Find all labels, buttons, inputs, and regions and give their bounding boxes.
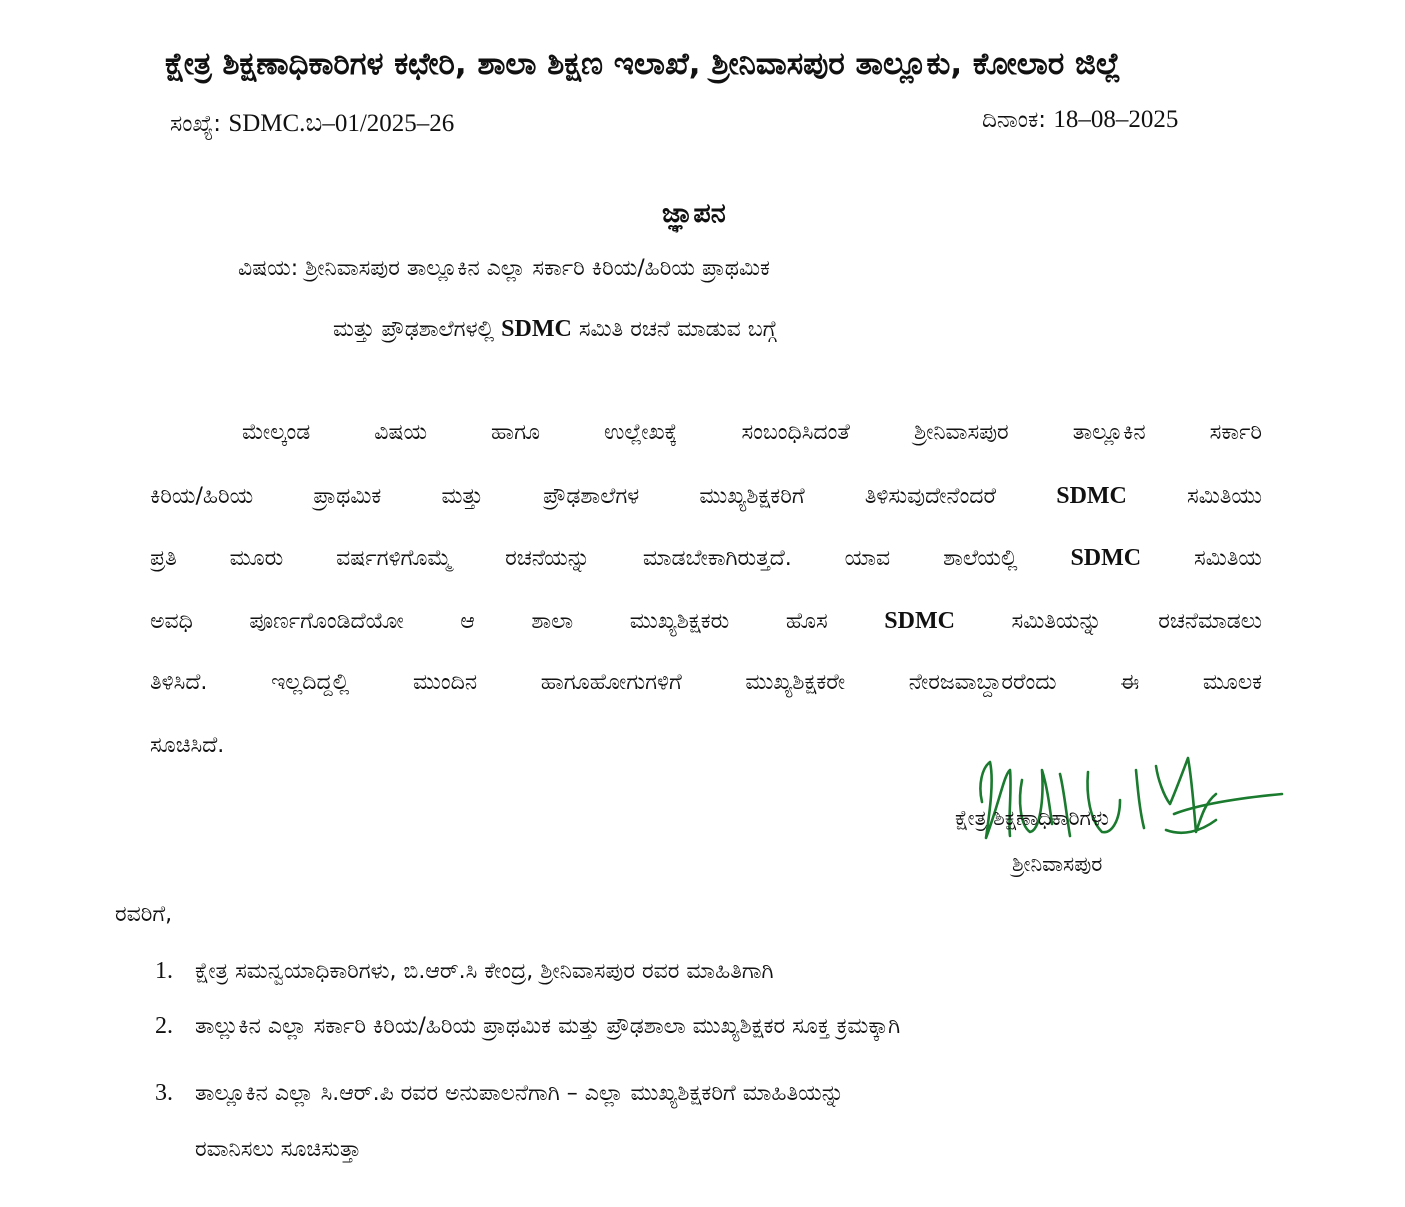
recipients-label: ರವರಿಗೆ,	[115, 902, 173, 927]
reference-number	[170, 110, 454, 138]
recipient-text: ತಾಲ್ಲೂಕಿನ ಎಲ್ಲಾ ಸಿ.ಆರ್.ಪಿ ರವರ ಅನುಪಾಲನೆಗಾಗಿ – ಎಲ್ಲಾ ಮುಖ್ಯಶಿಕ್ಷಕರಿಗೆ ಮಾಹಿತಿಯನ್ನು	[195, 1081, 844, 1106]
body-sdmc: SDMC	[884, 607, 955, 634]
subject-line-1: ವಿಷಯ: ಶ್ರೀನಿವಾಸಪುರ ತಾಲ್ಲೂಕಿನ ಎಲ್ಲಾ ಸರ್ಕಾರಿ ಕಿರಿಯ/ಹಿರಿಯ ಪ್ರಾಥಮಿಕ	[238, 256, 770, 281]
recipient-item	[155, 958, 774, 985]
recipient-text: ತಾಲ್ಲುಕಿನ ಎಲ್ಲಾ ಸರ್ಕಾರಿ ಕಿರಿಯ/ಹಿರಿಯ ಪ್ರಾಥಮಿಕ ಮತ್ತು ಪ್ರೌಢಶಾಲಾ ಮುಖ್ಯಶಿಕ್ಷಕರ ಸೂಕ್ತ ಕ್ರಮಕ್ಕಾಗಿ	[195, 1014, 901, 1039]
subject-text-a: ಮತ್ತು ಪ್ರೌಢಶಾಲೆಗಳಲ್ಲಿ	[333, 317, 502, 342]
recipient-item	[155, 1013, 900, 1040]
recipient-number: 2.	[155, 1013, 173, 1039]
subject-line-2	[333, 316, 777, 343]
office-header-title: ಕ್ಷೇತ್ರ ಶಿಕ್ಷಣಾಧಿಕಾರಿಗಳ ಕಛೇರಿ, ಶಾಲಾ ಶಿಕ್ಷಣ ಇಲಾಖೆ, ಶ್ರೀನಿವಾಸಪುರ ತಾಲ್ಲೂಕು, ಕೋಲಾರ ಜಿಲ್ಲೆ	[165, 46, 1121, 82]
body-sdmc: SDMC	[1070, 545, 1142, 571]
recipient-item	[155, 1080, 844, 1107]
body-text: ಕಿರಿಯ/ಹಿರಿಯ ಪ್ರಾಥಮಿಕ ಮತ್ತು ಪ್ರೌಢಶಾಲೆಗಳ ಮುಖ್ಯಶಿಕ್ಷಕರಿಗೆ ತಿಳಿಸುವುದೇನೆಂದರೆ	[150, 483, 1057, 509]
body-text: ಅವಧಿ ಪೂರ್ಣಗೊಂಡಿದೆಯೋ ಆ ಶಾಲಾ ಮುಖ್ಯಶಿಕ್ಷಕರು ಹೊಸ	[150, 608, 885, 634]
memo-heading: ಜ್ಞಾಪನ	[662, 198, 726, 229]
body-text: ಸಮಿತಿಯು	[1126, 483, 1262, 509]
body-sdmc: SDMC	[1056, 482, 1127, 509]
recipient-item-continued	[195, 1137, 361, 1162]
document-date	[982, 106, 1178, 134]
subject-sdmc: SDMC	[501, 316, 572, 342]
subject-text-c: ಸಮಿತಿ ರಚನೆ ಮಾಡುವ ಬಗ್ಗೆ	[571, 317, 777, 342]
body-line-2	[150, 476, 1262, 539]
body-line-5: ತಿಳಿಸಿದೆ. ಇಲ್ಲದಿದ್ದಲ್ಲಿ ಮುಂದಿನ ಹಾಗೂಹೋಗುಗಳಿಗೆ ಮುಖ್ಯಶಿಕ್ಷಕರೇ ನೇರಜವಾಬ್ದಾರರೆಂದು ಈ ಮೂಲಕ	[150, 670, 1262, 695]
reference-label: ಸಂಖ್ಯೆ:	[170, 111, 221, 137]
officer-place: ಶ್ರೀನಿವಾಸಪುರ	[1012, 852, 1103, 876]
recipient-number: 1.	[155, 958, 173, 984]
handwritten-signature	[960, 740, 1290, 850]
body-line-1: ಮೇಲ್ಕಂಡ ವಿಷಯ ಹಾಗೂ ಉಲ್ಲೇಖಕ್ಕೆ ಸಂಬಂಧಿಸಿದಂತೆ ಶ್ರೀನಿವಾಸಪುರ ತಾಲ್ಲೂಕಿನ ಸರ್ಕಾರಿ	[242, 420, 1262, 445]
body-line-3	[150, 538, 1262, 601]
recipient-text: ಕ್ಷೇತ್ರ ಸಮನ್ವಯಾಧಿಕಾರಿಗಳು, ಬಿ.ಆರ್.ಸಿ ಕೇಂದ್ರ, ಶ್ರೀನಿವಾಸಪುರ ರವರ ಮಾಹಿತಿಗಾಗಿ	[195, 959, 774, 984]
recipient-number: 3.	[155, 1080, 173, 1106]
date-value: 18–08–2025	[1053, 106, 1179, 133]
body-text: ಸಮಿತಿಯನ್ನು ರಚನೆಮಾಡಲು	[954, 608, 1262, 634]
recipient-text: ರವಾನಿಸಲು ಸೂಚಿಸುತ್ತಾ	[195, 1137, 362, 1162]
body-paragraph	[150, 413, 1262, 788]
date-label: ದಿನಾಂಕ:	[982, 107, 1047, 133]
body-text: ಸಮಿತಿಯ	[1141, 546, 1262, 571]
body-line-4	[150, 601, 1262, 664]
body-line-6: ಸೂಚಿಸಿದೆ.	[150, 732, 225, 758]
reference-value: SDMC.ಬ–01/2025–26	[228, 110, 455, 137]
officer-designation: ಕ್ಷೇತ್ರ ಶಿಕ್ಷಣಾಧಿಕಾರಿಗಳು	[955, 806, 1109, 830]
body-text: ಪ್ರತಿ ಮೂರು ವರ್ಷಗಳಿಗೊಮ್ಮೆ ರಚನೆಯನ್ನು ಮಾಡಬೇಕಾಗಿರುತ್ತದೆ. ಯಾವ ಶಾಲೆಯಲ್ಲಿ	[150, 546, 1071, 571]
